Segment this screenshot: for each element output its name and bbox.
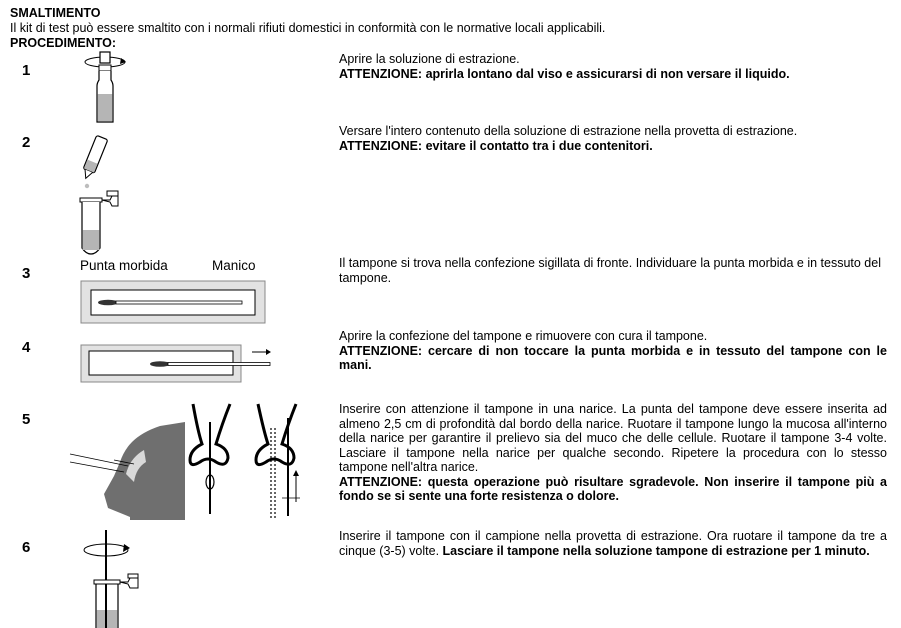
step-1-instruction: Aprire la soluzione di estrazione. (339, 52, 520, 66)
step-2-instruction: Versare l'intero contenuto della soluzione di estrazione nella provetta di estrazione. (339, 124, 798, 138)
nasal-swab-illustration (70, 402, 310, 522)
step-5-text (339, 402, 887, 504)
swab-removal-illustration (80, 344, 274, 384)
step-3-instruction: Il tampone si trova nella confezione sigillata di fronte. Individuare la punta morbida e in tessuto del tampone. (339, 256, 881, 285)
step-number-6: 6 (22, 539, 31, 556)
open-vial-illustration (80, 50, 130, 124)
step-2-warning: ATTENZIONE: evitare il contatto tra i due contenitori. (339, 138, 653, 153)
step-6-text (339, 529, 887, 558)
step-5-instruction: Inserire con attenzione il tampone in una narice. La punta del tampone deve essere inserita ad almeno 2,5 cm di profondità dal bordo della narice. Ruotare il tampone lungo la mucosa all'interno della narice per garantire il prelievo sia del muco che delle cellule. Ruotare il tampone 3-4 volte. Lasciare il tampone nella narice per qualche secondo. Ripetere la procedura con lo stesso tampone nell'altra narice. (339, 402, 887, 474)
step-number-5: 5 (22, 411, 31, 428)
step-4-warning: ATTENZIONE: cercare di non toccare la punta morbida e in tessuto del tampone con le mani. (339, 343, 887, 372)
step-4-instruction: Aprire la confezione del tampone e rimuovere con cura il tampone. (339, 329, 708, 343)
step-6-emphasis: Lasciare il tampone nella soluzione tampone di estrazione per 1 minuto. (442, 543, 870, 558)
pour-solution-illustration (78, 136, 126, 254)
rotate-swab-in-tube-illustration (80, 530, 144, 628)
step-3-text (339, 256, 887, 285)
step-5-warning: ATTENZIONE: questa operazione può risultare sgradevole. Non inserire il tampone più a fondo se si sente una forte resistenza o dolore. (339, 474, 887, 503)
step-1-text (339, 52, 887, 81)
swab-tip-label: Punta morbida (80, 258, 168, 273)
step-1-warning: ATTENZIONE: aprirla lontano dal viso e assicurarsi di non versare il liquido. (339, 66, 790, 81)
swab-handle-label: Manico (212, 258, 256, 273)
step-number-4: 4 (22, 339, 31, 356)
step-4-text (339, 329, 887, 373)
disposal-text: Il kit di test può essere smaltito con i normali rifiuti domestici in conformità con le normative locali applicabili. (10, 21, 606, 35)
step-2-text (339, 124, 887, 153)
step-number-2: 2 (22, 134, 31, 151)
step-number-1: 1 (22, 62, 31, 79)
procedure-heading: PROCEDIMENTO: (10, 36, 117, 50)
swab-package-illustration (80, 280, 266, 326)
disposal-heading: SMALTIMENTO (10, 6, 101, 20)
step-6-instruction: Inserire il tampone con il campione nella provetta di estrazione. Ora ruotare il tampone da tre a cinque (3-5) volte. (339, 529, 887, 558)
step-number-3: 3 (22, 265, 31, 282)
